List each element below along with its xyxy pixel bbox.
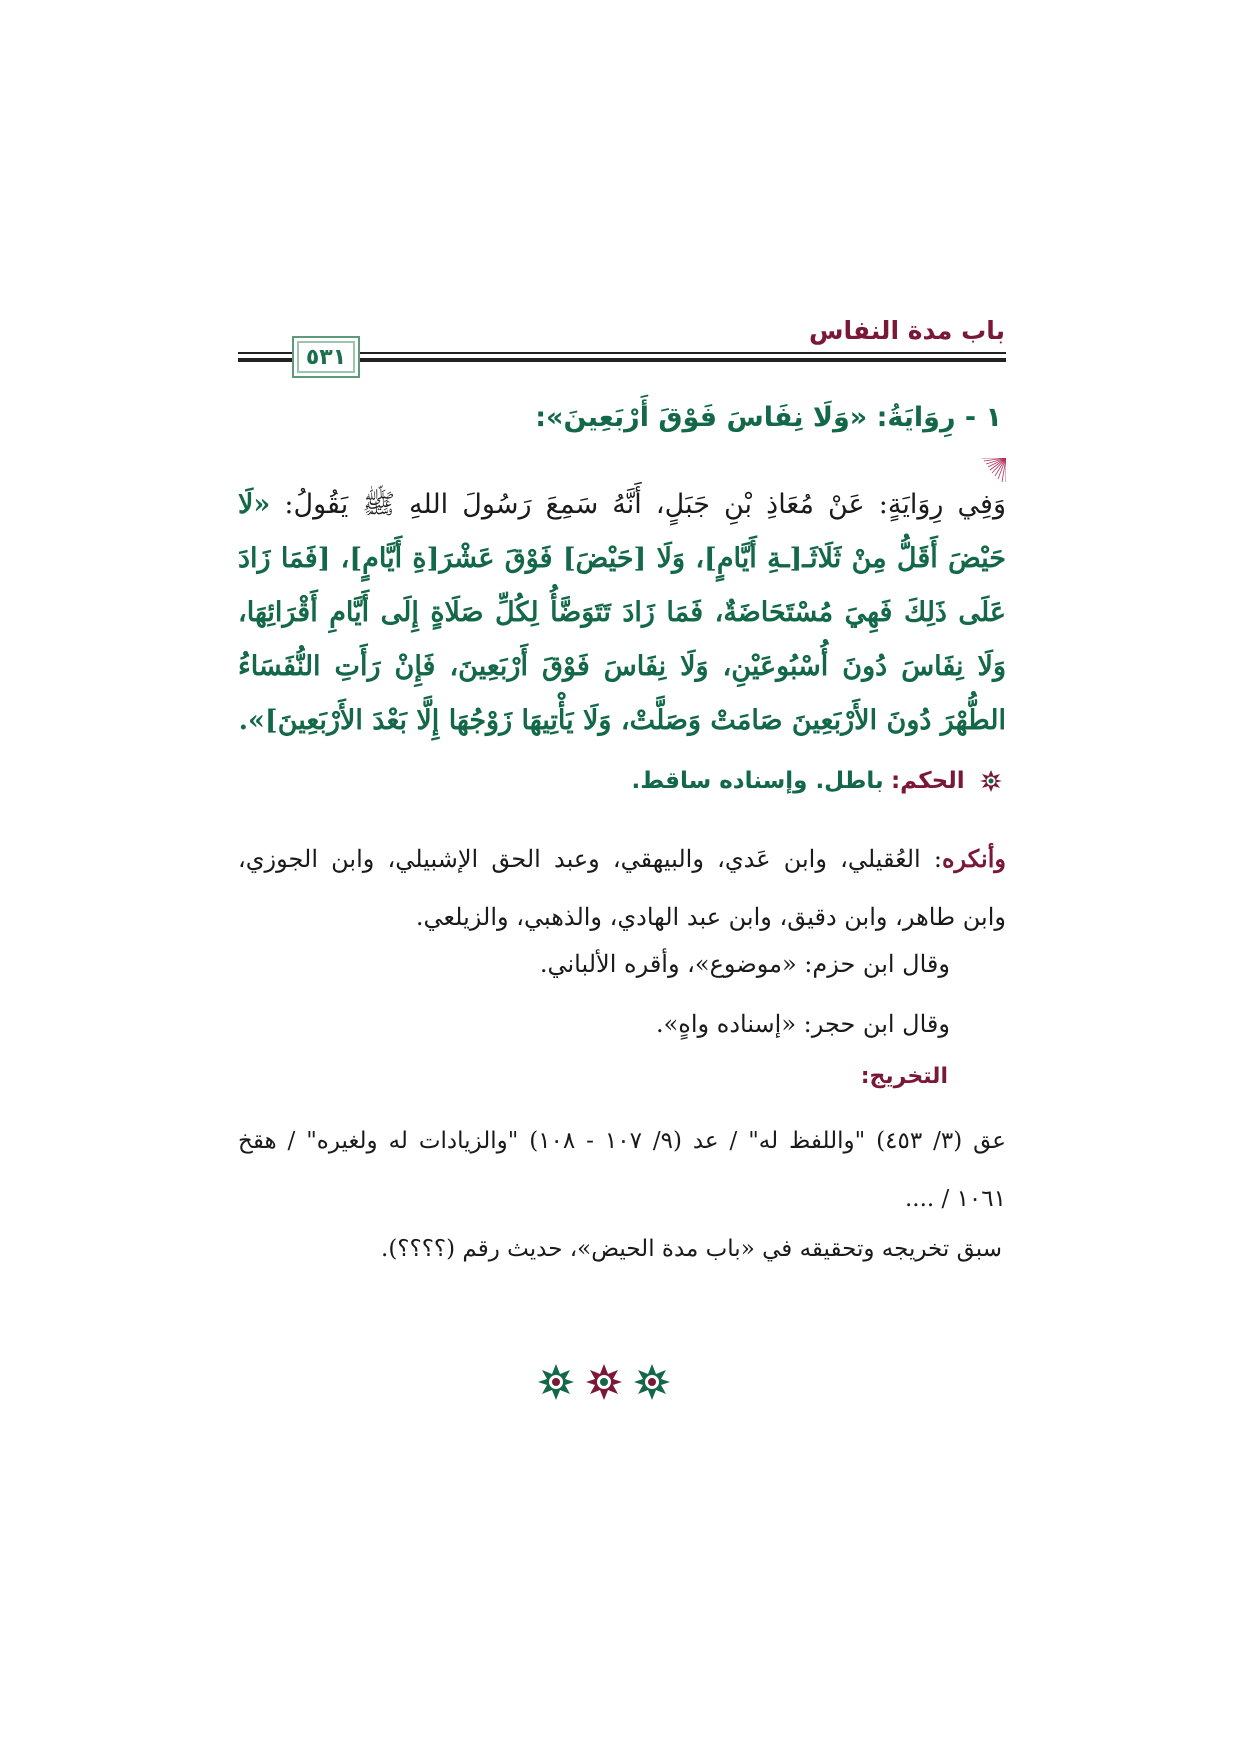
hadith-block: [238, 478, 1006, 748]
takhrij-text: عق (٣/ ٤٥٣) "واللفظ له" / عد (٩/ ١٠٧ - ١٠٨) "والزيادات له ولغيره" / هقخ ١٠٦١ / ....: [238, 1128, 1006, 1212]
end-ornament: [519, 1364, 689, 1400]
previous-note: سبق تخريجه وتحقيقه في «باب مدة الحيض»، حديث رقم (؟؟؟؟).: [381, 1236, 1002, 1262]
ruling-line: [632, 768, 1002, 794]
star-ornament-icon: [538, 1364, 574, 1400]
deniers-label: وأنكره: [941, 844, 1006, 873]
ruling-text: باطل. وإسناده ساقط.: [631, 768, 884, 794]
deniers-paragraph: [238, 830, 1006, 946]
page-title: باب مدة النفاس: [808, 316, 1005, 345]
takhrij-heading: التخريج:: [860, 1064, 948, 1089]
ibn-hazm-quote: وقال ابن حزم: «موضوع»، وأقره الألباني.: [539, 950, 950, 978]
star-ornament-icon: [980, 770, 1002, 792]
star-ornament-icon: [634, 1364, 670, 1400]
hadith-intro: وَفِي رِوَايَةٍ: عَنْ مُعَاذِ بْنِ جَبَلٍ، أَنَّهُ سَمِعَ رَسُولَ اللهِ ﷺ يَقُولُ:: [270, 489, 1006, 520]
hadith-text: «لَا حَيْضَ أَقَلُّ مِنْ ثَلَاثَـ[ـةِ أَيَّامٍ]، وَلَا [حَيْضَ] فَوْقَ عَشْرَ[ةِ أَيَّامٍ]، [فَمَا زَادَ عَلَى ذَلِكَ فَهِيَ مُسْتَحَاضَةٌ، فَمَا زَادَ تَتَوَضَّأُ لِكُلِّ صَلَاةٍ إِلَى أَيَّامِ أَقْرَائِهَا، وَلَا نِفَاسَ دُونَ أُسْبُوعَيْنِ، وَلَا نِفَاسَ فَوْقَ أَرْبَعِينَ، فَإِنْ رَأَتِ النُّفَسَاءُ الطُّهْرَ دُونَ الأَرْبَعِينَ صَامَتْ وَصَلَّتْ، وَلَا يَأْتِيهَا زَوْجُهَا إِلَّا بَعْدَ الأَرْبَعِينَ]».: [238, 489, 1006, 736]
ruling-label: الحكم:: [890, 768, 965, 794]
star-ornament-icon: [586, 1364, 622, 1400]
section-heading: ١ - رِوَايَةُ: «وَلَا نِفَاسَ فَوْقَ أَرْبَعِينَ»:: [535, 402, 1002, 433]
page-number-frame: [292, 336, 360, 378]
page-number: ٥٣١: [305, 344, 347, 370]
ibn-hajar-quote: وقال ابن حجر: «إسناده واهٍ».: [655, 1010, 950, 1038]
deniers-text: : العُقيلي، وابن عَدي، والبيهقي، وعبد الحق الإشبيلي، وابن الجوزي، وابن طاهر، وابن دقيق، وابن عبد الهادي، والذهبي، والزيلعي.: [238, 845, 1006, 931]
